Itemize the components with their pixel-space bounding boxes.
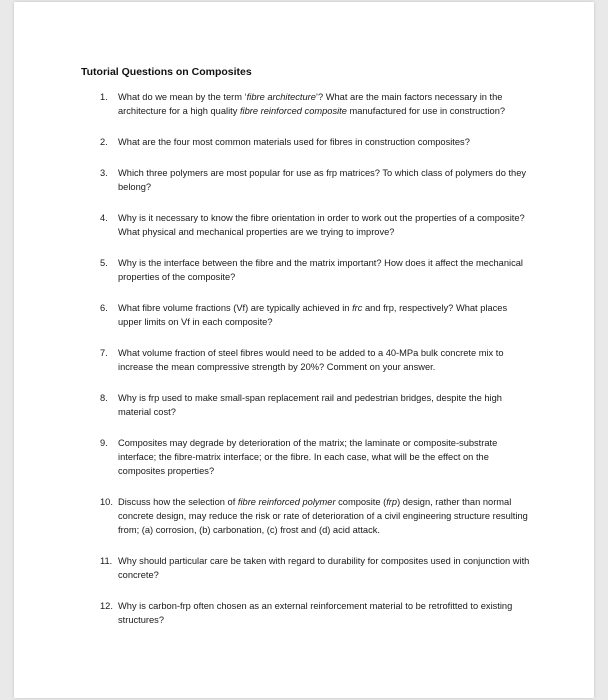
question-text: What volume fraction of steel fibres would need to be added to a 40-MPa bulk concrete mix to increase the mean compressive strength by 20%? Comment on your answer. bbox=[118, 348, 504, 372]
question-item bbox=[100, 256, 532, 284]
question-text: What are the four most common materials used for fibres in construction composites? bbox=[118, 137, 470, 147]
question-number: 8. bbox=[100, 393, 108, 403]
question-item bbox=[100, 301, 532, 329]
question-text: Why is it necessary to know the fibre orientation in order to work out the properties of a composite? What physical and mechanical properties are we trying to improve? bbox=[118, 213, 525, 237]
question-text: Discuss how the selection of fibre reinforced polymer composite (frp) design, rather than normal concrete design, may reduce the risk or rate of deterioration of a civil engineering structure resulting from; (a) corrosion, (b) carbonation, (c) frost and (d) acid attack. bbox=[118, 497, 528, 535]
question-number: 10. bbox=[100, 497, 113, 507]
question-number: 12. bbox=[100, 601, 113, 611]
question-number: 4. bbox=[100, 213, 108, 223]
question-item bbox=[100, 166, 532, 194]
question-item bbox=[100, 135, 532, 149]
question-item bbox=[100, 495, 532, 537]
question-text: Why is the interface between the fibre and the matrix important? How does it affect the mechanical properties of the composite? bbox=[118, 258, 523, 282]
document-page bbox=[14, 2, 594, 698]
question-item bbox=[100, 90, 532, 118]
question-item bbox=[100, 211, 532, 239]
question-number: 5. bbox=[100, 258, 108, 268]
question-item bbox=[100, 391, 532, 419]
question-number: 11. bbox=[100, 556, 113, 566]
question-item bbox=[100, 554, 532, 582]
question-text: Which three polymers are most popular for use as frp matrices? To which class of polymers do they belong? bbox=[118, 168, 527, 192]
question-number: 7. bbox=[100, 348, 108, 358]
question-number: 2. bbox=[100, 137, 108, 147]
question-text: Why is frp used to make small-span replacement rail and pedestrian bridges, despite the high material cost? bbox=[118, 393, 502, 417]
question-number: 9. bbox=[100, 438, 108, 448]
question-item bbox=[100, 436, 532, 478]
question-text: What do we mean by the term ‘fibre architecture’? What are the main factors necessary in the architecture for a high quality fibre reinforced composite manufactured for use in construction? bbox=[118, 92, 506, 116]
question-text: Why should particular care be taken with regard to durability for composites used in conjunction with concrete? bbox=[118, 556, 530, 580]
question-text: Why is carbon-frp often chosen as an external reinforcement material to be retrofitted to existing structures? bbox=[118, 601, 513, 625]
question-text: Composites may degrade by deterioration of the matrix; the laminate or composite-substrate interface; the fibre-matrix interface; or the fibre. In each case, what will be the effect on the composites properties? bbox=[118, 438, 498, 476]
question-number: 6. bbox=[100, 303, 108, 313]
question-text: What fibre volume fractions (Vf) are typically achieved in frc and frp, respectively? What places upper limits on Vf in each composite? bbox=[118, 303, 508, 327]
question-number: 1. bbox=[100, 92, 108, 102]
question-item bbox=[100, 599, 532, 627]
question-number: 3. bbox=[100, 168, 108, 178]
question-list bbox=[100, 90, 532, 627]
question-item bbox=[100, 346, 532, 374]
document-title: Tutorial Questions on Composites bbox=[81, 66, 252, 78]
